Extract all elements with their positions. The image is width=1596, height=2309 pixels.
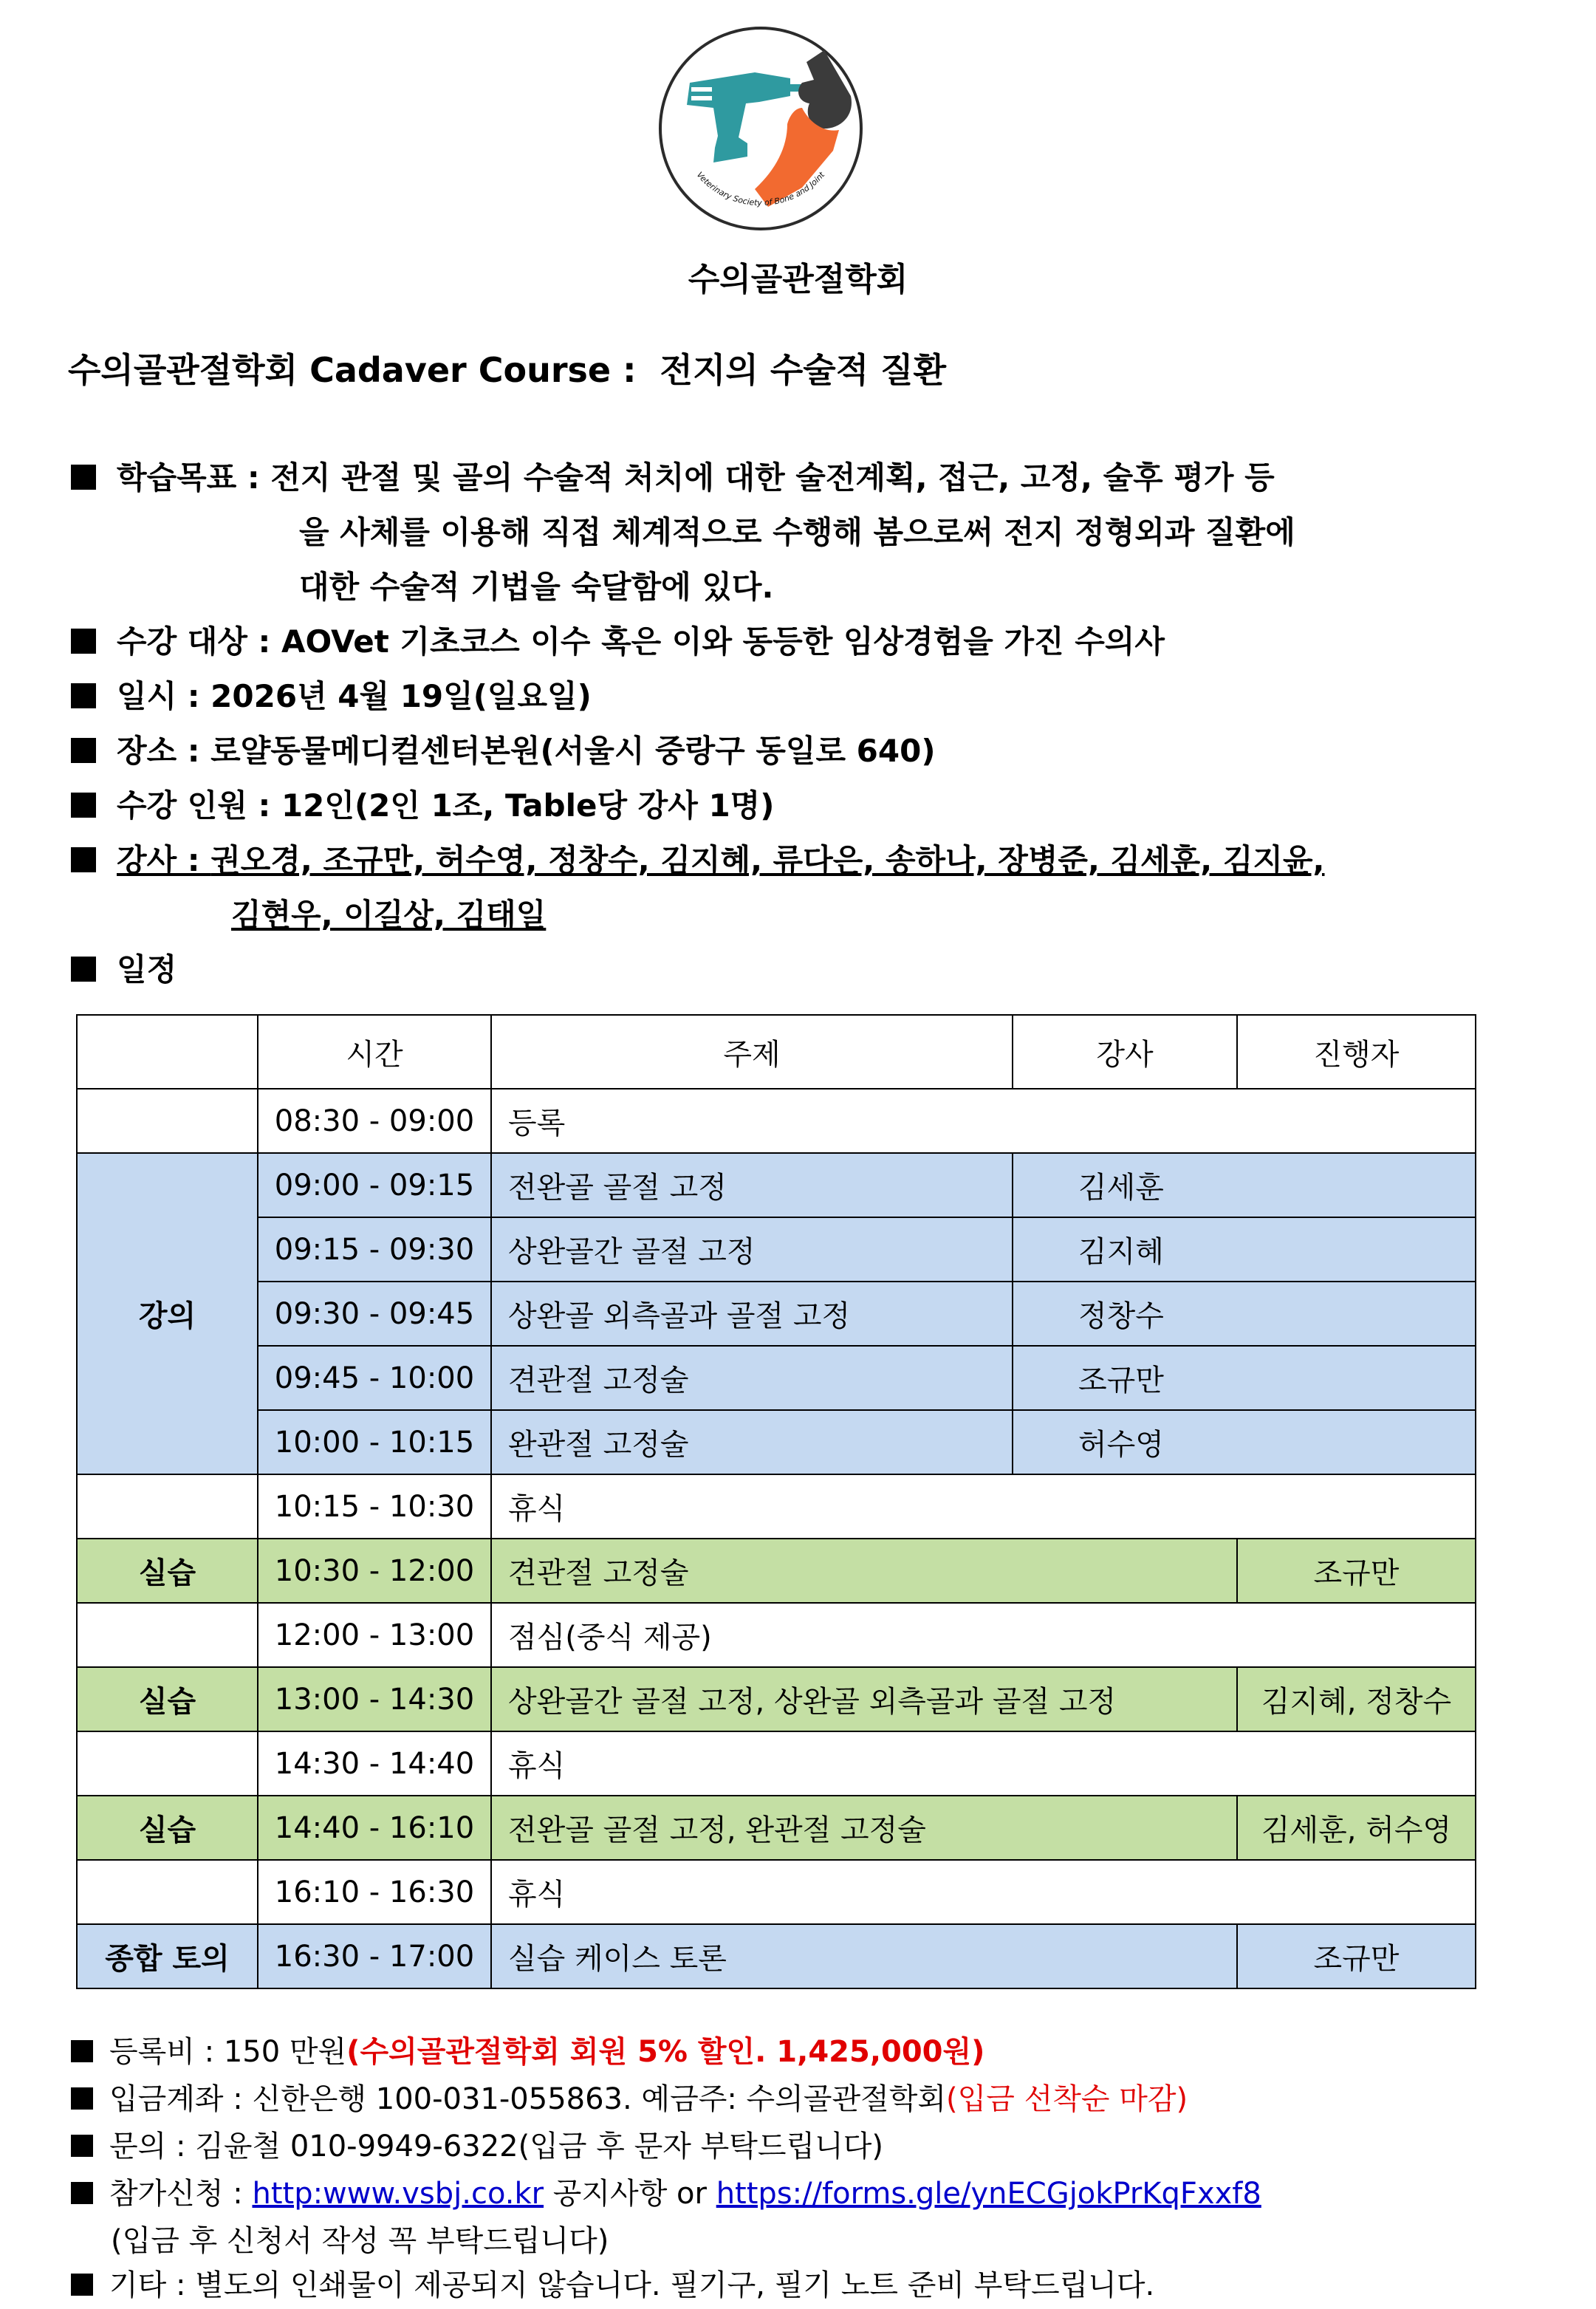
topic-cell: 휴식 bbox=[491, 1731, 1476, 1796]
bullet-square-icon bbox=[71, 2182, 93, 2204]
table-row bbox=[77, 1089, 1476, 1153]
bullet-square-icon bbox=[71, 2040, 93, 2062]
time-cell: 16:10 - 16:30 bbox=[258, 1860, 491, 1924]
category-cell bbox=[77, 1860, 258, 1924]
apply-note: (입금 후 신청서 작성 꼭 부탁드립니다) bbox=[111, 2224, 609, 2258]
time-cell: 16:30 - 17:00 bbox=[258, 1924, 491, 1988]
table-row bbox=[77, 1282, 1476, 1346]
topic-cell: 완관절 고정술 bbox=[491, 1410, 1013, 1474]
apply-label: 참가신청 : bbox=[109, 2177, 253, 2211]
category-cell-practice: 실습 bbox=[77, 1667, 258, 1731]
category-cell-lecture: 강의 bbox=[77, 1153, 258, 1474]
table-row bbox=[77, 1153, 1476, 1217]
category-cell-practice: 실습 bbox=[77, 1539, 258, 1603]
table-row bbox=[77, 1796, 1476, 1860]
logo-circle-text: Veterinary Society of Bone and Joint bbox=[694, 170, 827, 208]
bullet-square-icon bbox=[71, 2274, 93, 2296]
objective-row bbox=[71, 451, 1275, 505]
topic-cell: 상완골간 골절 고정 bbox=[491, 1217, 1013, 1282]
topic-cell: 전완골 골절 고정 bbox=[491, 1153, 1013, 1217]
lecturer-cell: 조규만 bbox=[1013, 1346, 1476, 1410]
lecturer-cell: 정창수 bbox=[1013, 1282, 1476, 1346]
topic-cell: 휴식 bbox=[491, 1474, 1476, 1539]
place-text: 장소 : 로얄동물메디컬센터본원(서울시 중랑구 동일로 640) bbox=[117, 733, 936, 769]
time-cell: 10:15 - 10:30 bbox=[258, 1474, 491, 1539]
target-text: 수강 대상 : AOVet 기초코스 이수 혹은 이와 동등한 임상경험을 가진 수의사 bbox=[117, 623, 1165, 660]
instructors-line-2: 김현우, 이길상, 김태일 bbox=[231, 897, 547, 933]
lecturer-cell: 김세훈 bbox=[1013, 1153, 1476, 1217]
moderator-cell: 김세훈, 허수영 bbox=[1237, 1796, 1476, 1860]
table-row bbox=[77, 1217, 1476, 1282]
table-row bbox=[77, 1860, 1476, 1924]
time-cell: 09:00 - 09:15 bbox=[258, 1153, 491, 1217]
topic-cell: 실습 케이스 토론 bbox=[491, 1924, 1237, 1988]
org-name: 수의골관절학회 bbox=[688, 261, 908, 298]
course-title: 수의골관절학회 Cadaver Course : 전지의 수술적 질환 bbox=[68, 350, 947, 390]
account-note: (입금 선착순 마감) bbox=[946, 2082, 1188, 2116]
category-cell bbox=[77, 1089, 258, 1153]
bullet-square-icon bbox=[71, 847, 96, 872]
topic-cell: 상완골간 골절 고정, 상완골 외측골과 골절 고정 bbox=[491, 1667, 1237, 1731]
table-row bbox=[77, 1346, 1476, 1410]
time-cell: 09:30 - 09:45 bbox=[258, 1282, 491, 1346]
table-header-row bbox=[77, 1015, 1476, 1089]
category-cell-discussion: 종합 토의 bbox=[77, 1924, 258, 1988]
bullet-square-icon bbox=[71, 957, 96, 982]
header-moderator: 진행자 bbox=[1237, 1015, 1476, 1089]
category-cell bbox=[77, 1731, 258, 1796]
contact-text: 문의 : 김윤철 010-9949-6322(입금 후 문자 부탁드립니다) bbox=[109, 2130, 884, 2163]
date-row bbox=[71, 669, 592, 724]
moderator-cell: 김지혜, 정창수 bbox=[1237, 1667, 1476, 1731]
drill-stripe bbox=[691, 87, 712, 92]
apply-row bbox=[71, 2170, 1261, 2217]
table-row bbox=[77, 1731, 1476, 1796]
topic-cell: 상완골 외측골과 골절 고정 bbox=[491, 1282, 1013, 1346]
time-cell: 13:00 - 14:30 bbox=[258, 1667, 491, 1731]
capacity-row bbox=[71, 779, 774, 833]
topic-cell: 견관절 고정술 bbox=[491, 1346, 1013, 1410]
header-empty-cell bbox=[77, 1015, 258, 1089]
bullet-square-icon bbox=[71, 629, 96, 654]
fee-discount: (수의골관절학회 회원 5% 할인. 1,425,000원) bbox=[346, 2035, 985, 2069]
header-topic: 주제 bbox=[491, 1015, 1013, 1089]
apply-link-form[interactable]: https://forms.gle/ynECGjokPrKqFxxf8 bbox=[716, 2177, 1261, 2211]
lecturer-cell: 김지혜 bbox=[1013, 1217, 1476, 1282]
contact-row bbox=[71, 2123, 883, 2170]
schedule-heading-row bbox=[71, 943, 177, 997]
bullet-square-icon bbox=[71, 2087, 93, 2110]
instructors-label: 강사 : bbox=[117, 842, 211, 878]
header-lecturer: 강사 bbox=[1013, 1015, 1237, 1089]
etc-text: 기타 : 별도의 인쇄물이 제공되지 않습니다. 필기구, 필기 노트 준비 부탁드립니다. bbox=[109, 2268, 1155, 2302]
lecturer-cell: 허수영 bbox=[1013, 1410, 1476, 1474]
topic-cell: 등록 bbox=[491, 1089, 1476, 1153]
topic-cell: 견관절 고정술 bbox=[491, 1539, 1237, 1603]
header-time: 시간 bbox=[258, 1015, 491, 1089]
category-cell bbox=[77, 1603, 258, 1667]
etc-row bbox=[71, 2262, 1154, 2309]
time-cell: 10:00 - 10:15 bbox=[258, 1410, 491, 1474]
fee-label: 등록비 : 150 만원 bbox=[109, 2035, 347, 2069]
drill-stripe bbox=[691, 96, 712, 100]
place-row bbox=[71, 724, 936, 779]
date-text: 일시 : 2026년 4월 19일(일요일) bbox=[117, 678, 592, 714]
bullet-square-icon bbox=[71, 2135, 93, 2157]
bullet-square-icon bbox=[71, 738, 96, 763]
apply-mid-text: 공지사항 or bbox=[544, 2177, 716, 2211]
bullet-square-icon bbox=[71, 793, 96, 818]
topic-cell: 전완골 골절 고정, 완관절 고정술 bbox=[491, 1796, 1237, 1860]
table-row bbox=[77, 1924, 1476, 1988]
table-row bbox=[77, 1410, 1476, 1474]
society-logo bbox=[657, 25, 864, 232]
schedule-label: 일정 bbox=[117, 951, 177, 988]
time-cell: 12:00 - 13:00 bbox=[258, 1603, 491, 1667]
apply-link-website[interactable]: http:www.vsbj.co.kr bbox=[252, 2177, 544, 2211]
target-row bbox=[71, 615, 1165, 669]
table-row bbox=[77, 1474, 1476, 1539]
bullet-square-icon bbox=[71, 465, 96, 490]
table-row bbox=[77, 1603, 1476, 1667]
table-row bbox=[77, 1539, 1476, 1603]
objective-line-3: 대한 수술적 기법을 숙달함에 있다. bbox=[299, 569, 774, 605]
capacity-text: 수강 인원 : 12인(2인 1조, Table당 강사 1명) bbox=[117, 787, 775, 824]
schedule-table bbox=[76, 1014, 1476, 1989]
moderator-cell: 조규만 bbox=[1237, 1924, 1476, 1988]
time-cell: 14:30 - 14:40 bbox=[258, 1731, 491, 1796]
topic-cell: 점심(중식 제공) bbox=[491, 1603, 1476, 1667]
table-row bbox=[77, 1667, 1476, 1731]
time-cell: 10:30 - 12:00 bbox=[258, 1539, 491, 1603]
account-row bbox=[71, 2076, 1188, 2123]
topic-cell: 휴식 bbox=[491, 1860, 1476, 1924]
account-text: 입금계좌 : 신한은행 100-031-055863. 예금주: 수의골관절학회 bbox=[109, 2082, 947, 2116]
objective-line-2: 을 사체를 이용해 직접 체계적으로 수행해 봄으로써 전지 정형외과 질환에 bbox=[299, 514, 1295, 550]
instructors-row bbox=[71, 833, 1325, 888]
time-cell: 14:40 - 16:10 bbox=[258, 1796, 491, 1860]
moderator-cell: 조규만 bbox=[1237, 1539, 1476, 1603]
instructors-line-1: 권오경, 조규만, 허수영, 정창수, 김지혜, 류다은, 송하나, 장병준, 김세훈, 김지윤, bbox=[210, 842, 1325, 878]
time-cell: 08:30 - 09:00 bbox=[258, 1089, 491, 1153]
category-cell-practice: 실습 bbox=[77, 1796, 258, 1860]
time-cell: 09:15 - 09:30 bbox=[258, 1217, 491, 1282]
objective-line-1: 전지 관절 및 골의 수술적 처치에 대한 술전계획, 접근, 고정, 술후 평가 등 bbox=[270, 459, 1275, 496]
bullet-square-icon bbox=[71, 683, 96, 708]
time-cell: 09:45 - 10:00 bbox=[258, 1346, 491, 1410]
category-cell bbox=[77, 1474, 258, 1539]
fee-row bbox=[71, 2028, 984, 2076]
objective-label: 학습목표 : bbox=[117, 459, 271, 496]
